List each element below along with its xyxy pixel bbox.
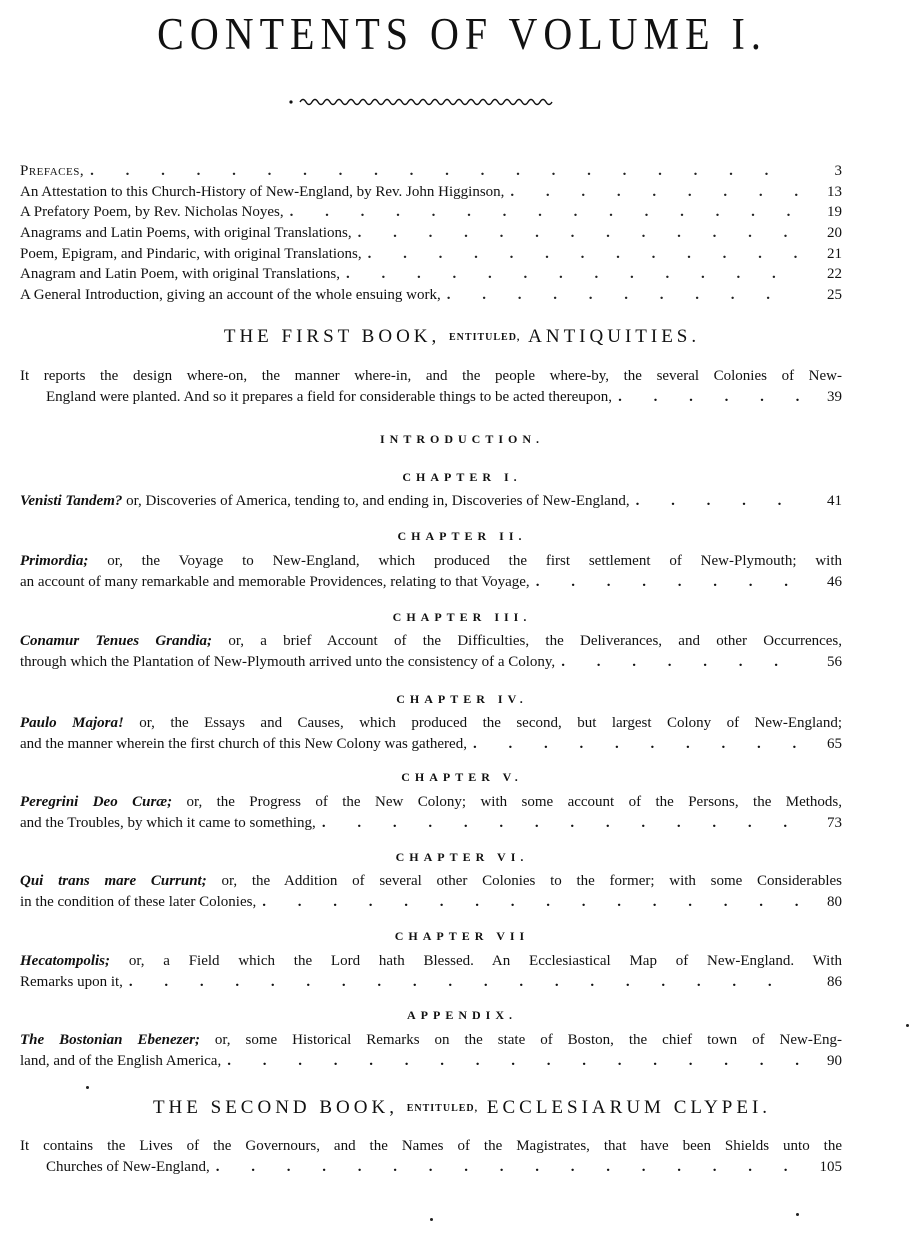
dot-leader: [447, 285, 800, 306]
introduction-heading: INTRODUCTION.: [379, 432, 544, 446]
dot-leader: [290, 202, 800, 223]
page-number: 21: [827, 245, 842, 262]
page-number: 90: [827, 1052, 842, 1069]
second-book-heading: [0, 1097, 924, 1119]
summary-line-2: England were planted. And so it prepares a field for considerable things to be acted thereupon,: [46, 388, 613, 405]
page-number: 3: [834, 163, 842, 179]
toc-entry[interactable]: [20, 161, 842, 182]
appendix-heading: APPENDIX.: [407, 1008, 517, 1022]
entry-text: A General Introduction, giving an account of the whole ensuing work,: [20, 287, 441, 304]
dot-leader: [536, 572, 800, 593]
chapter-description: or, Discoveries of America, tending to, and ending in, Discoveries of New-England,: [126, 493, 630, 509]
toc-entry[interactable]: [20, 264, 842, 285]
chapter-heading: CHAPTER II.: [397, 529, 527, 543]
summary-line-1: It reports the design where-on, the manner where-in, and the people where-by, the several Colonies of New-: [20, 368, 842, 384]
chapter-heading: CHAPTER III.: [392, 610, 532, 624]
page-number: 25: [827, 287, 842, 304]
entry-text: Poem, Epigram, and Pindaric, with original Translations,: [20, 245, 362, 262]
chapter-description: or, the Addition of several other Colonies to the former; with some Considerables: [221, 873, 843, 889]
page-number: 39: [827, 388, 842, 405]
chapter-entry[interactable]: [20, 713, 842, 754]
page-number: 41: [827, 493, 842, 509]
chapter-description-cont: through which the Plantation of New-Plymouth arrived unto the consistency of a Colony,: [20, 653, 556, 670]
chapter-entry[interactable]: [20, 792, 842, 833]
first-book-heading: [0, 326, 924, 348]
toc-entry[interactable]: [20, 202, 842, 223]
dot-leader: [129, 972, 800, 993]
page-number: 73: [827, 814, 842, 831]
print-speck: [430, 1218, 433, 1221]
dot-leader: [636, 491, 800, 512]
dot-leader: [473, 734, 800, 755]
chapter-description: or, a brief Account of the Difficulties, the Deliverances, and other Occurrences,: [228, 633, 843, 649]
appendix-description-cont: land, and of the English America,: [20, 1052, 222, 1069]
page-number: 56: [827, 653, 842, 670]
toc-entry[interactable]: [20, 285, 842, 306]
chapter-latin-title: Hecatompolis;: [20, 953, 110, 969]
dot-leader: [262, 892, 800, 913]
page-number: 105: [819, 1158, 842, 1175]
wavy-rule-ornament: [288, 94, 558, 108]
chapter-description: or, the Essays and Causes, which produced the second, but largest Colony of New-England;: [139, 715, 843, 731]
book-heading-text: THE FIRST BOOK,: [223, 326, 441, 347]
chapter-entry[interactable]: [20, 491, 842, 512]
entry-text: Anagrams and Latin Poems, with original Translations,: [20, 225, 352, 242]
page-number: 22: [827, 266, 842, 283]
chapter-entry[interactable]: [20, 951, 842, 992]
chapter-heading: CHAPTER VI.: [395, 850, 529, 864]
page-title: CONTENTS OF VOLUME I.: [157, 7, 767, 60]
chapter-description-cont: an account of many remarkable and memorable Providences, relating to that Voyage,: [20, 573, 530, 590]
page-number: 65: [827, 735, 842, 752]
prefatory-list: [20, 161, 842, 306]
chapter-latin-title: Peregrini Deo Curæ;: [20, 794, 173, 810]
chapter-description: or, the Voyage to New-England, which produced the first settlement of New-Plymouth; with: [107, 553, 843, 569]
page-number: 80: [827, 893, 842, 910]
book-name: ANTIQUITIES.: [528, 326, 701, 347]
second-book-summary[interactable]: [20, 1136, 842, 1177]
chapter-entry[interactable]: [20, 631, 842, 672]
dot-leader: [322, 813, 800, 834]
summary-line-1: It contains the Lives of the Governours, and the Names of the Magistrates, that have been Shields unto the: [20, 1138, 842, 1154]
toc-entry[interactable]: [20, 182, 842, 203]
chapter-heading: CHAPTER IV.: [396, 692, 528, 706]
chapter-heading: CHAPTER VII: [394, 929, 530, 943]
page-number: 19: [827, 204, 842, 221]
chapter-latin-title: Qui trans mare Currunt;: [20, 873, 207, 889]
dot-leader: [358, 223, 800, 244]
appendix-description: or, some Historical Remarks on the state of Boston, the chief town of New-Eng-: [214, 1032, 843, 1048]
chapter-description-cont: Remarks upon it,: [20, 973, 123, 990]
chapter-heading: CHAPTER V.: [401, 770, 523, 784]
dot-leader: [227, 1051, 800, 1072]
chapter-entry[interactable]: [20, 871, 842, 912]
page-number: 86: [827, 973, 842, 990]
summary-line-2: Churches of New-England,: [46, 1158, 210, 1175]
appendix-latin-title: The Bostonian Ebenezer;: [20, 1032, 200, 1048]
chapter-latin-title: Paulo Majora!: [20, 715, 124, 731]
chapter-description-cont: and the manner wherein the first church of this New Colony was gathered,: [20, 735, 467, 752]
chapter-latin-title: Conamur Tenues Grandia;: [20, 633, 213, 649]
dot-leader: [346, 264, 800, 285]
dot-leader: [618, 387, 800, 408]
first-book-summary[interactable]: [20, 366, 842, 407]
page-number: 13: [827, 183, 842, 200]
print-speck: [796, 1213, 799, 1216]
book-heading-text: THE SECOND BOOK,: [152, 1097, 398, 1118]
dot-leader: [90, 161, 800, 182]
chapter-latin-title: Primordia;: [20, 553, 89, 569]
chapter-heading: CHAPTER I.: [402, 470, 522, 484]
dot-leader: [561, 652, 800, 673]
print-speck: [86, 1086, 89, 1089]
appendix-entry[interactable]: [20, 1030, 842, 1071]
print-speck: [906, 1024, 909, 1027]
chapter-latin-title: Venisti Tandem?: [20, 493, 123, 509]
entituled-label: ENTITULED,: [406, 1103, 479, 1114]
page-number: 46: [827, 573, 842, 590]
book-name: ECCLESIARUM CLYPEI.: [486, 1097, 772, 1118]
chapter-description-cont: and the Troubles, by which it came to something,: [20, 814, 316, 831]
chapter-description: or, a Field which the Lord hath Blessed. An Ecclesiastical Map of New-England. With: [128, 953, 843, 969]
entry-text: Anagram and Latin Poem, with original Translations,: [20, 266, 340, 283]
entry-text: An Attestation to this Church-History of New-England, by Rev. John Higginson,: [20, 183, 505, 200]
dot-leader: [216, 1157, 800, 1178]
entituled-label: ENTITULED,: [449, 332, 521, 343]
entry-text: Prefaces,: [20, 163, 85, 179]
dot-leader: [510, 182, 800, 203]
chapter-description-cont: in the condition of these later Colonies,: [20, 893, 257, 910]
chapter-description: or, the Progress of the New Colony; with some account of the Persons, the Methods,: [186, 794, 843, 810]
dot-leader: [368, 244, 800, 265]
toc-entry[interactable]: [20, 244, 842, 265]
toc-entry[interactable]: [20, 223, 842, 244]
entry-text: A Prefatory Poem, by Rev. Nicholas Noyes,: [20, 204, 284, 221]
chapter-entry[interactable]: [20, 551, 842, 592]
page-number: 20: [827, 225, 842, 242]
